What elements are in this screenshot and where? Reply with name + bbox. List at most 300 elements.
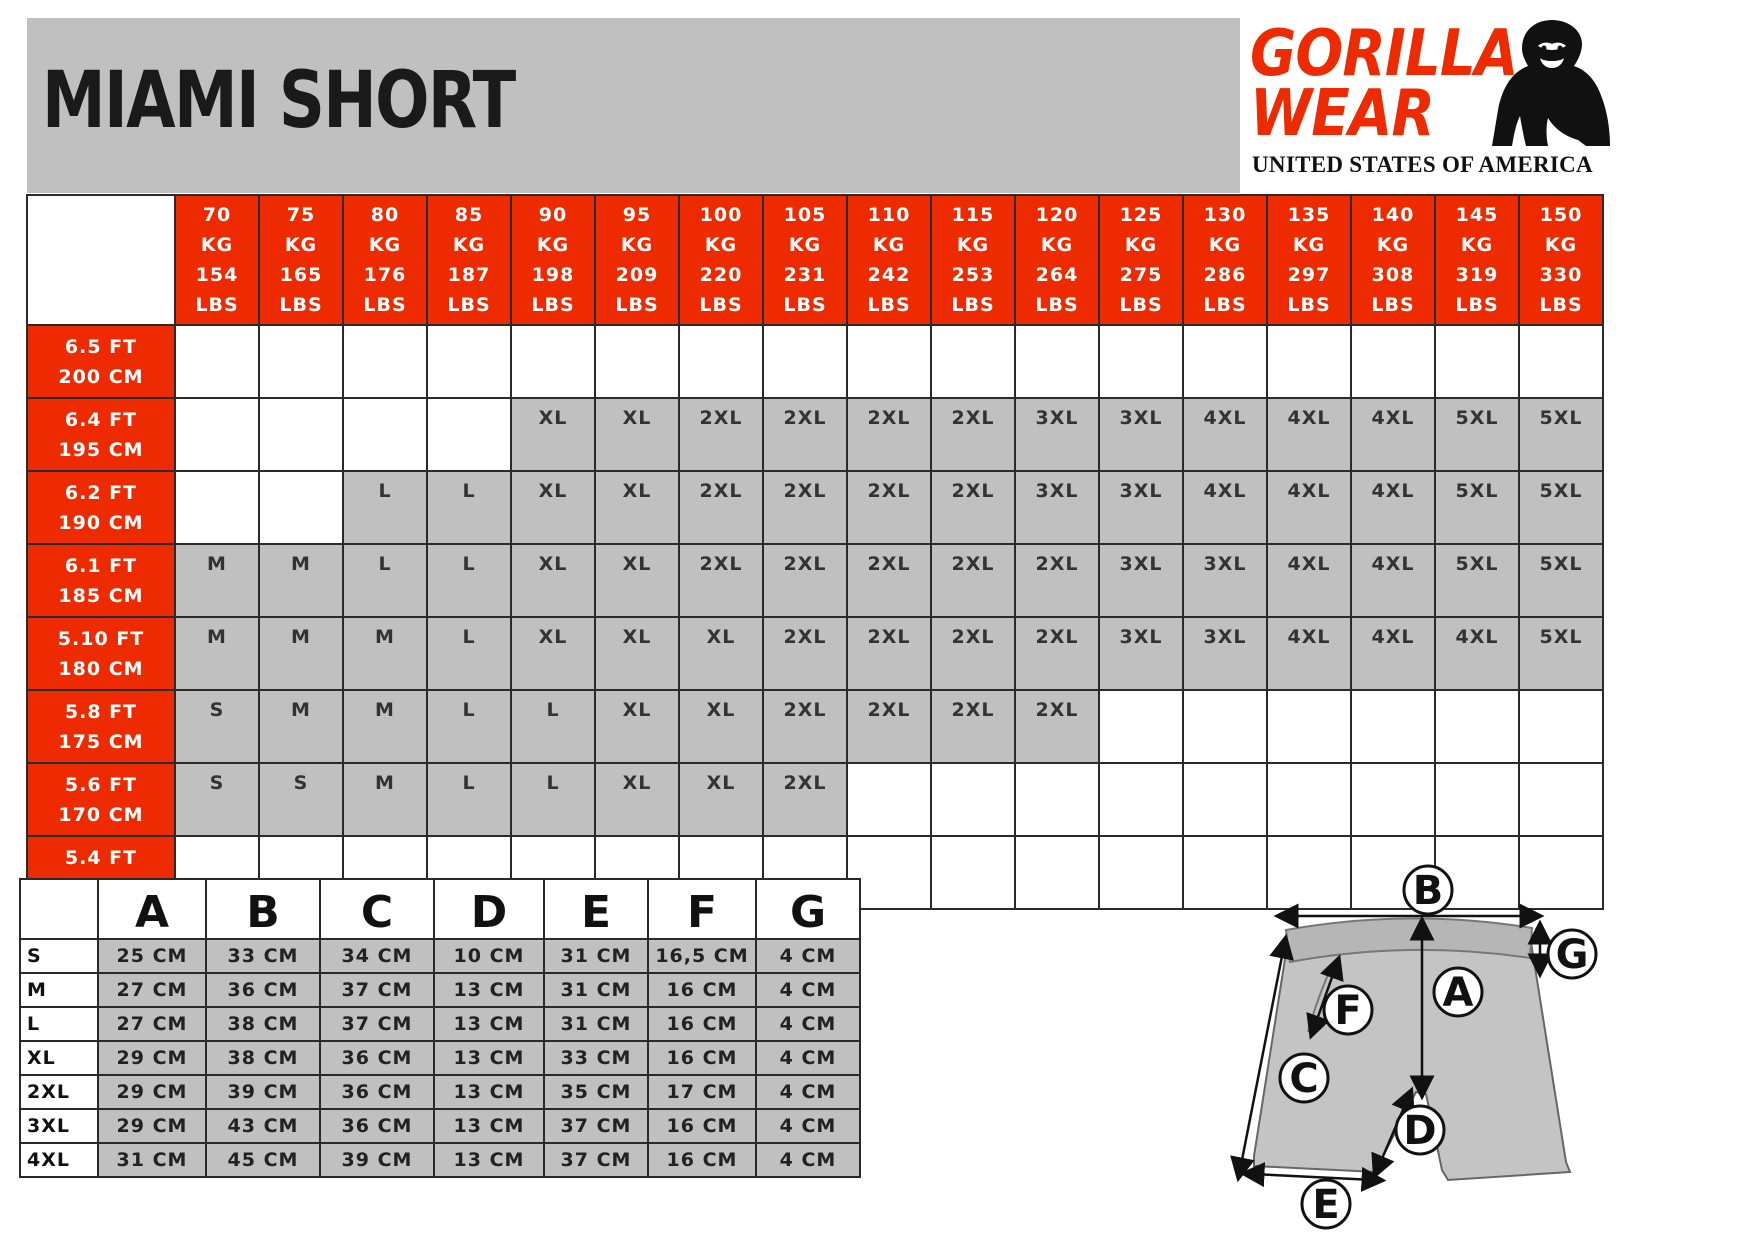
weight-kg-unit: KG bbox=[620, 234, 654, 256]
diagram-label-g: G bbox=[1555, 932, 1589, 978]
weight-lbs-unit: LBS bbox=[1371, 294, 1415, 316]
measurement-value: 37 CM bbox=[320, 1007, 434, 1041]
size-cell bbox=[1435, 690, 1519, 763]
weight-kg-unit: KG bbox=[200, 234, 234, 256]
measurement-value: 31 CM bbox=[544, 939, 648, 973]
weight-column-header bbox=[1183, 195, 1267, 325]
size-cell: 2XL bbox=[847, 690, 931, 763]
size-cell: 2XL bbox=[763, 544, 847, 617]
height-row-header bbox=[27, 617, 175, 690]
size-cell: M bbox=[175, 544, 259, 617]
measurement-size-label: M bbox=[20, 973, 98, 1007]
weight-kg: 140 bbox=[1371, 204, 1415, 226]
measurement-row bbox=[20, 1075, 860, 1109]
diagram-label-c: C bbox=[1289, 1056, 1319, 1102]
measurement-value: 17 CM bbox=[648, 1075, 756, 1109]
height-row bbox=[27, 617, 1603, 690]
size-cell bbox=[427, 325, 511, 398]
weight-column-header bbox=[931, 195, 1015, 325]
measurement-value: 16 CM bbox=[648, 1041, 756, 1075]
weight-column-header bbox=[1267, 195, 1351, 325]
weight-kg: 90 bbox=[538, 204, 568, 226]
measurement-value: 38 CM bbox=[206, 1007, 320, 1041]
height-ft: 5.6 FT bbox=[64, 773, 138, 796]
height-row-header bbox=[27, 325, 175, 398]
size-cell: XL bbox=[595, 471, 679, 544]
weight-kg-unit: KG bbox=[704, 234, 738, 256]
size-cell: 4XL bbox=[1267, 617, 1351, 690]
weight-kg-unit: KG bbox=[536, 234, 570, 256]
height-cm: 170 CM bbox=[58, 803, 144, 826]
size-cell bbox=[1519, 325, 1603, 398]
measurement-size-label: 3XL bbox=[20, 1109, 98, 1143]
weight-lbs: 275 bbox=[1119, 264, 1163, 286]
size-cell bbox=[763, 325, 847, 398]
measurement-value: 4 CM bbox=[756, 1007, 860, 1041]
measurement-value: 13 CM bbox=[434, 973, 544, 1007]
size-cell bbox=[1351, 325, 1435, 398]
size-cell: 2XL bbox=[679, 544, 763, 617]
height-row-header bbox=[27, 471, 175, 544]
measurement-value: 29 CM bbox=[98, 1041, 206, 1075]
measurement-value: 43 CM bbox=[206, 1109, 320, 1143]
size-cell bbox=[511, 325, 595, 398]
size-cell: 3XL bbox=[1099, 398, 1183, 471]
size-cell: XL bbox=[511, 544, 595, 617]
measurement-value: 29 CM bbox=[98, 1109, 206, 1143]
weight-kg-unit: KG bbox=[1544, 234, 1578, 256]
measurement-value: 16 CM bbox=[648, 973, 756, 1007]
size-cell: M bbox=[259, 544, 343, 617]
measurement-header-row bbox=[20, 879, 860, 939]
measurement-value: 4 CM bbox=[756, 973, 860, 1007]
size-cell: XL bbox=[511, 398, 595, 471]
size-cell: 2XL bbox=[847, 617, 931, 690]
weight-lbs-unit: LBS bbox=[699, 294, 743, 316]
weight-lbs-unit: LBS bbox=[615, 294, 659, 316]
height-ft: 5.8 FT bbox=[64, 700, 138, 723]
weight-lbs-unit: LBS bbox=[1539, 294, 1583, 316]
weight-column-header bbox=[1099, 195, 1183, 325]
measurement-value: 38 CM bbox=[206, 1041, 320, 1075]
weight-kg: 150 bbox=[1539, 204, 1583, 226]
weight-lbs-unit: LBS bbox=[1455, 294, 1499, 316]
height-row bbox=[27, 544, 1603, 617]
size-cell: 5XL bbox=[1519, 398, 1603, 471]
size-cell bbox=[1183, 763, 1267, 836]
weight-kg: 75 bbox=[286, 204, 316, 226]
weight-lbs-unit: LBS bbox=[279, 294, 323, 316]
measurement-size-label: 2XL bbox=[20, 1075, 98, 1109]
size-cell bbox=[1519, 690, 1603, 763]
size-cell: 3XL bbox=[1099, 617, 1183, 690]
weight-kg: 130 bbox=[1203, 204, 1247, 226]
size-cell: M bbox=[259, 690, 343, 763]
weight-kg-unit: KG bbox=[1124, 234, 1158, 256]
measurement-value: 34 CM bbox=[320, 939, 434, 973]
measurement-body bbox=[20, 939, 860, 1177]
measurement-row bbox=[20, 1143, 860, 1177]
size-cell: M bbox=[175, 617, 259, 690]
weight-lbs: 187 bbox=[447, 264, 491, 286]
size-cell bbox=[847, 763, 931, 836]
weight-column-header bbox=[1351, 195, 1435, 325]
height-cm: 185 CM bbox=[58, 584, 144, 607]
size-cell: 2XL bbox=[763, 398, 847, 471]
size-cell: 5XL bbox=[1435, 398, 1519, 471]
size-cell: S bbox=[259, 763, 343, 836]
size-cell bbox=[1099, 690, 1183, 763]
weight-lbs: 242 bbox=[867, 264, 911, 286]
brand-country: UNITED STATES OF AMERICA bbox=[1252, 152, 1593, 177]
size-cell: XL bbox=[595, 690, 679, 763]
size-cell bbox=[343, 398, 427, 471]
size-cell: L bbox=[427, 763, 511, 836]
measurement-column-header: A bbox=[98, 879, 206, 939]
measurement-value: 27 CM bbox=[98, 1007, 206, 1041]
weight-column-header bbox=[511, 195, 595, 325]
size-cell: XL bbox=[679, 763, 763, 836]
measurement-row bbox=[20, 1007, 860, 1041]
size-cell: XL bbox=[595, 763, 679, 836]
size-cell: 4XL bbox=[1351, 398, 1435, 471]
weight-column-header bbox=[595, 195, 679, 325]
measurement-value: 31 CM bbox=[98, 1143, 206, 1177]
measurement-column-header: C bbox=[320, 879, 434, 939]
weight-lbs: 330 bbox=[1539, 264, 1583, 286]
size-cell: 3XL bbox=[1015, 398, 1099, 471]
measurement-value: 35 CM bbox=[544, 1075, 648, 1109]
size-cell: XL bbox=[595, 544, 679, 617]
measurement-value: 16,5 CM bbox=[648, 939, 756, 973]
weight-column-header bbox=[1435, 195, 1519, 325]
size-cell: 2XL bbox=[763, 690, 847, 763]
weight-lbs-unit: LBS bbox=[447, 294, 491, 316]
weight-kg-unit: KG bbox=[368, 234, 402, 256]
size-cell: M bbox=[259, 617, 343, 690]
weight-lbs: 297 bbox=[1287, 264, 1331, 286]
measurement-value: 13 CM bbox=[434, 1007, 544, 1041]
weight-lbs: 198 bbox=[531, 264, 575, 286]
size-cell bbox=[259, 471, 343, 544]
height-ft: 6.5 FT bbox=[64, 335, 138, 358]
measurement-value: 25 CM bbox=[98, 939, 206, 973]
weight-kg: 80 bbox=[370, 204, 400, 226]
height-cm: 195 CM bbox=[58, 438, 144, 461]
weight-lbs: 154 bbox=[195, 264, 239, 286]
size-cell: 2XL bbox=[847, 544, 931, 617]
weight-lbs: 220 bbox=[699, 264, 743, 286]
size-cell: XL bbox=[511, 617, 595, 690]
measurement-value: 36 CM bbox=[320, 1109, 434, 1143]
weight-lbs-unit: LBS bbox=[531, 294, 575, 316]
size-cell bbox=[1015, 836, 1099, 909]
size-cell: 3XL bbox=[1015, 471, 1099, 544]
measurement-table bbox=[19, 878, 861, 1178]
height-ft: 6.1 FT bbox=[64, 554, 138, 577]
size-cell bbox=[343, 325, 427, 398]
size-cell: XL bbox=[679, 617, 763, 690]
size-cell: 2XL bbox=[1015, 544, 1099, 617]
weight-column-header bbox=[763, 195, 847, 325]
size-cell bbox=[1435, 325, 1519, 398]
weight-kg: 145 bbox=[1455, 204, 1499, 226]
size-cell: S bbox=[175, 763, 259, 836]
height-ft: 6.2 FT bbox=[64, 481, 138, 504]
measurement-value: 4 CM bbox=[756, 1041, 860, 1075]
size-cell bbox=[595, 325, 679, 398]
measurement-column-header: F bbox=[648, 879, 756, 939]
weight-column-header bbox=[343, 195, 427, 325]
weight-lbs-unit: LBS bbox=[195, 294, 239, 316]
height-row-header bbox=[27, 690, 175, 763]
height-row bbox=[27, 763, 1603, 836]
size-cell: L bbox=[511, 763, 595, 836]
size-cell: S bbox=[175, 690, 259, 763]
weight-kg-unit: KG bbox=[956, 234, 990, 256]
measurement-value: 16 CM bbox=[648, 1007, 756, 1041]
height-cm: 200 CM bbox=[58, 365, 144, 388]
height-ft: 5.4 FT bbox=[64, 846, 138, 869]
size-cell: 5XL bbox=[1435, 471, 1519, 544]
weight-kg: 135 bbox=[1287, 204, 1331, 226]
page-title: MIAMI SHORT bbox=[42, 56, 515, 146]
size-cell bbox=[1099, 836, 1183, 909]
measurement-size-label: S bbox=[20, 939, 98, 973]
weight-kg: 105 bbox=[783, 204, 827, 226]
weight-kg-unit: KG bbox=[1376, 234, 1410, 256]
weight-lbs-unit: LBS bbox=[951, 294, 995, 316]
height-row-header bbox=[27, 544, 175, 617]
measurement-value: 13 CM bbox=[434, 1041, 544, 1075]
size-cell: 4XL bbox=[1351, 544, 1435, 617]
measurement-value: 13 CM bbox=[434, 1075, 544, 1109]
weight-kg: 125 bbox=[1119, 204, 1163, 226]
size-cell: L bbox=[511, 690, 595, 763]
size-cell bbox=[175, 471, 259, 544]
size-cell: 2XL bbox=[1015, 690, 1099, 763]
measurement-column-header: D bbox=[434, 879, 544, 939]
size-cell bbox=[259, 325, 343, 398]
height-row-header bbox=[27, 398, 175, 471]
height-row bbox=[27, 325, 1603, 398]
size-cell bbox=[1183, 325, 1267, 398]
size-cell: 2XL bbox=[931, 544, 1015, 617]
weight-lbs: 209 bbox=[615, 264, 659, 286]
measurement-value: 37 CM bbox=[320, 973, 434, 1007]
size-cell: L bbox=[427, 617, 511, 690]
measurement-column-header: B bbox=[206, 879, 320, 939]
height-row bbox=[27, 398, 1603, 471]
size-cell: 5XL bbox=[1519, 617, 1603, 690]
weight-kg: 115 bbox=[951, 204, 995, 226]
measurement-value: 37 CM bbox=[544, 1109, 648, 1143]
size-cell: 3XL bbox=[1099, 471, 1183, 544]
weight-kg: 100 bbox=[699, 204, 743, 226]
size-cell bbox=[427, 398, 511, 471]
weight-column-header bbox=[679, 195, 763, 325]
size-cell: 4XL bbox=[1435, 617, 1519, 690]
weight-kg-unit: KG bbox=[452, 234, 486, 256]
size-cell: 5XL bbox=[1435, 544, 1519, 617]
size-grid bbox=[26, 194, 1604, 910]
weight-kg-unit: KG bbox=[788, 234, 822, 256]
brand-name-line1: GORILLA bbox=[1250, 17, 1518, 91]
size-cell: 2XL bbox=[763, 617, 847, 690]
size-cell: L bbox=[343, 471, 427, 544]
height-row bbox=[27, 690, 1603, 763]
measurement-value: 27 CM bbox=[98, 973, 206, 1007]
diagram-label-b: B bbox=[1412, 868, 1444, 914]
measurement-value: 36 CM bbox=[206, 973, 320, 1007]
size-cell: 2XL bbox=[931, 617, 1015, 690]
measurement-row bbox=[20, 939, 860, 973]
size-cell: 5XL bbox=[1519, 471, 1603, 544]
size-cell bbox=[1099, 763, 1183, 836]
size-cell: 2XL bbox=[763, 471, 847, 544]
weight-lbs-unit: LBS bbox=[1119, 294, 1163, 316]
weight-lbs: 319 bbox=[1455, 264, 1499, 286]
height-row-header bbox=[27, 763, 175, 836]
height-cm: 190 CM bbox=[58, 511, 144, 534]
weight-kg-unit: KG bbox=[1040, 234, 1074, 256]
size-cell bbox=[931, 763, 1015, 836]
measurement-column-header: G bbox=[756, 879, 860, 939]
weight-kg: 110 bbox=[867, 204, 911, 226]
size-cell: 5XL bbox=[1519, 544, 1603, 617]
size-cell bbox=[1267, 690, 1351, 763]
weight-lbs: 176 bbox=[363, 264, 407, 286]
size-cell: 2XL bbox=[931, 398, 1015, 471]
weight-kg-unit: KG bbox=[872, 234, 906, 256]
size-cell: 4XL bbox=[1183, 398, 1267, 471]
size-cell: 2XL bbox=[679, 471, 763, 544]
measurement-corner bbox=[20, 879, 98, 939]
measurement-size-label: XL bbox=[20, 1041, 98, 1075]
weight-kg-unit: KG bbox=[1208, 234, 1242, 256]
weight-column-header bbox=[1519, 195, 1603, 325]
measurement-value: 16 CM bbox=[648, 1109, 756, 1143]
height-cm: 175 CM bbox=[58, 730, 144, 753]
measurement-row bbox=[20, 1109, 860, 1143]
weight-lbs: 264 bbox=[1035, 264, 1079, 286]
height-row bbox=[27, 471, 1603, 544]
size-cell: 3XL bbox=[1099, 544, 1183, 617]
weight-kg-unit: KG bbox=[1292, 234, 1326, 256]
weight-lbs-unit: LBS bbox=[363, 294, 407, 316]
brand-name-line2: WEAR bbox=[1250, 77, 1435, 151]
weight-lbs: 286 bbox=[1203, 264, 1247, 286]
height-ft: 6.4 FT bbox=[64, 408, 138, 431]
diagram-label-e: E bbox=[1312, 1182, 1340, 1228]
diagram-label-f: F bbox=[1334, 988, 1362, 1034]
size-cell: 2XL bbox=[931, 471, 1015, 544]
measurement-value: 10 CM bbox=[434, 939, 544, 973]
size-cell: 4XL bbox=[1267, 471, 1351, 544]
measurement-value: 13 CM bbox=[434, 1109, 544, 1143]
brand-logo bbox=[1250, 14, 1620, 189]
size-cell: XL bbox=[595, 398, 679, 471]
measurement-value: 13 CM bbox=[434, 1143, 544, 1177]
measurement-value: 37 CM bbox=[544, 1143, 648, 1177]
size-cell: 2XL bbox=[847, 471, 931, 544]
size-cell bbox=[679, 325, 763, 398]
size-cell bbox=[931, 836, 1015, 909]
size-cell bbox=[175, 398, 259, 471]
size-cell: M bbox=[343, 763, 427, 836]
weight-lbs-unit: LBS bbox=[1287, 294, 1331, 316]
size-cell: L bbox=[427, 690, 511, 763]
size-cell: 2XL bbox=[763, 763, 847, 836]
size-cell: 4XL bbox=[1267, 544, 1351, 617]
measurement-value: 29 CM bbox=[98, 1075, 206, 1109]
measurement-value: 4 CM bbox=[756, 1109, 860, 1143]
measurement-row bbox=[20, 1041, 860, 1075]
weight-lbs-unit: LBS bbox=[867, 294, 911, 316]
size-cell bbox=[1015, 325, 1099, 398]
height-cm: 180 CM bbox=[58, 657, 144, 680]
size-cell bbox=[847, 325, 931, 398]
size-cell: 3XL bbox=[1183, 544, 1267, 617]
weight-kg: 120 bbox=[1035, 204, 1079, 226]
measurement-value: 33 CM bbox=[206, 939, 320, 973]
grid-corner bbox=[27, 195, 175, 325]
weight-kg: 70 bbox=[202, 204, 232, 226]
size-cell: 3XL bbox=[1183, 617, 1267, 690]
measurement-size-label: 4XL bbox=[20, 1143, 98, 1177]
diagram-label-d: D bbox=[1403, 1108, 1437, 1154]
size-cell bbox=[1267, 763, 1351, 836]
weight-lbs-unit: LBS bbox=[1035, 294, 1079, 316]
size-cell bbox=[1183, 690, 1267, 763]
size-cell bbox=[1099, 325, 1183, 398]
weight-column-header bbox=[259, 195, 343, 325]
size-cell: 4XL bbox=[1351, 617, 1435, 690]
weight-lbs: 253 bbox=[951, 264, 995, 286]
weight-column-header bbox=[175, 195, 259, 325]
weight-header-row bbox=[27, 195, 1603, 325]
weight-column-header bbox=[847, 195, 931, 325]
size-cell bbox=[1351, 690, 1435, 763]
measurement-value: 36 CM bbox=[320, 1041, 434, 1075]
size-cell bbox=[1351, 763, 1435, 836]
measurement-column-header: E bbox=[544, 879, 648, 939]
weight-kg: 95 bbox=[622, 204, 652, 226]
height-ft: 5.10 FT bbox=[57, 627, 145, 650]
size-cell bbox=[1519, 763, 1603, 836]
measurement-value: 36 CM bbox=[320, 1075, 434, 1109]
measurement-value: 4 CM bbox=[756, 1143, 860, 1177]
measurement-size-label: L bbox=[20, 1007, 98, 1041]
size-cell: L bbox=[427, 471, 511, 544]
measurement-value: 39 CM bbox=[320, 1143, 434, 1177]
size-cell: M bbox=[343, 690, 427, 763]
measurement-value: 31 CM bbox=[544, 973, 648, 1007]
weight-column-header bbox=[427, 195, 511, 325]
size-cell: 4XL bbox=[1267, 398, 1351, 471]
weight-kg-unit: KG bbox=[284, 234, 318, 256]
weight-kg-unit: KG bbox=[1460, 234, 1494, 256]
size-cell: XL bbox=[511, 471, 595, 544]
weight-lbs: 165 bbox=[279, 264, 323, 286]
size-cell: XL bbox=[679, 690, 763, 763]
size-cell bbox=[931, 325, 1015, 398]
measurement-value: 4 CM bbox=[756, 1075, 860, 1109]
diagram-label-a: A bbox=[1442, 970, 1474, 1016]
measurement-value: 4 CM bbox=[756, 939, 860, 973]
size-cell: 2XL bbox=[847, 398, 931, 471]
size-cell: 2XL bbox=[1015, 617, 1099, 690]
